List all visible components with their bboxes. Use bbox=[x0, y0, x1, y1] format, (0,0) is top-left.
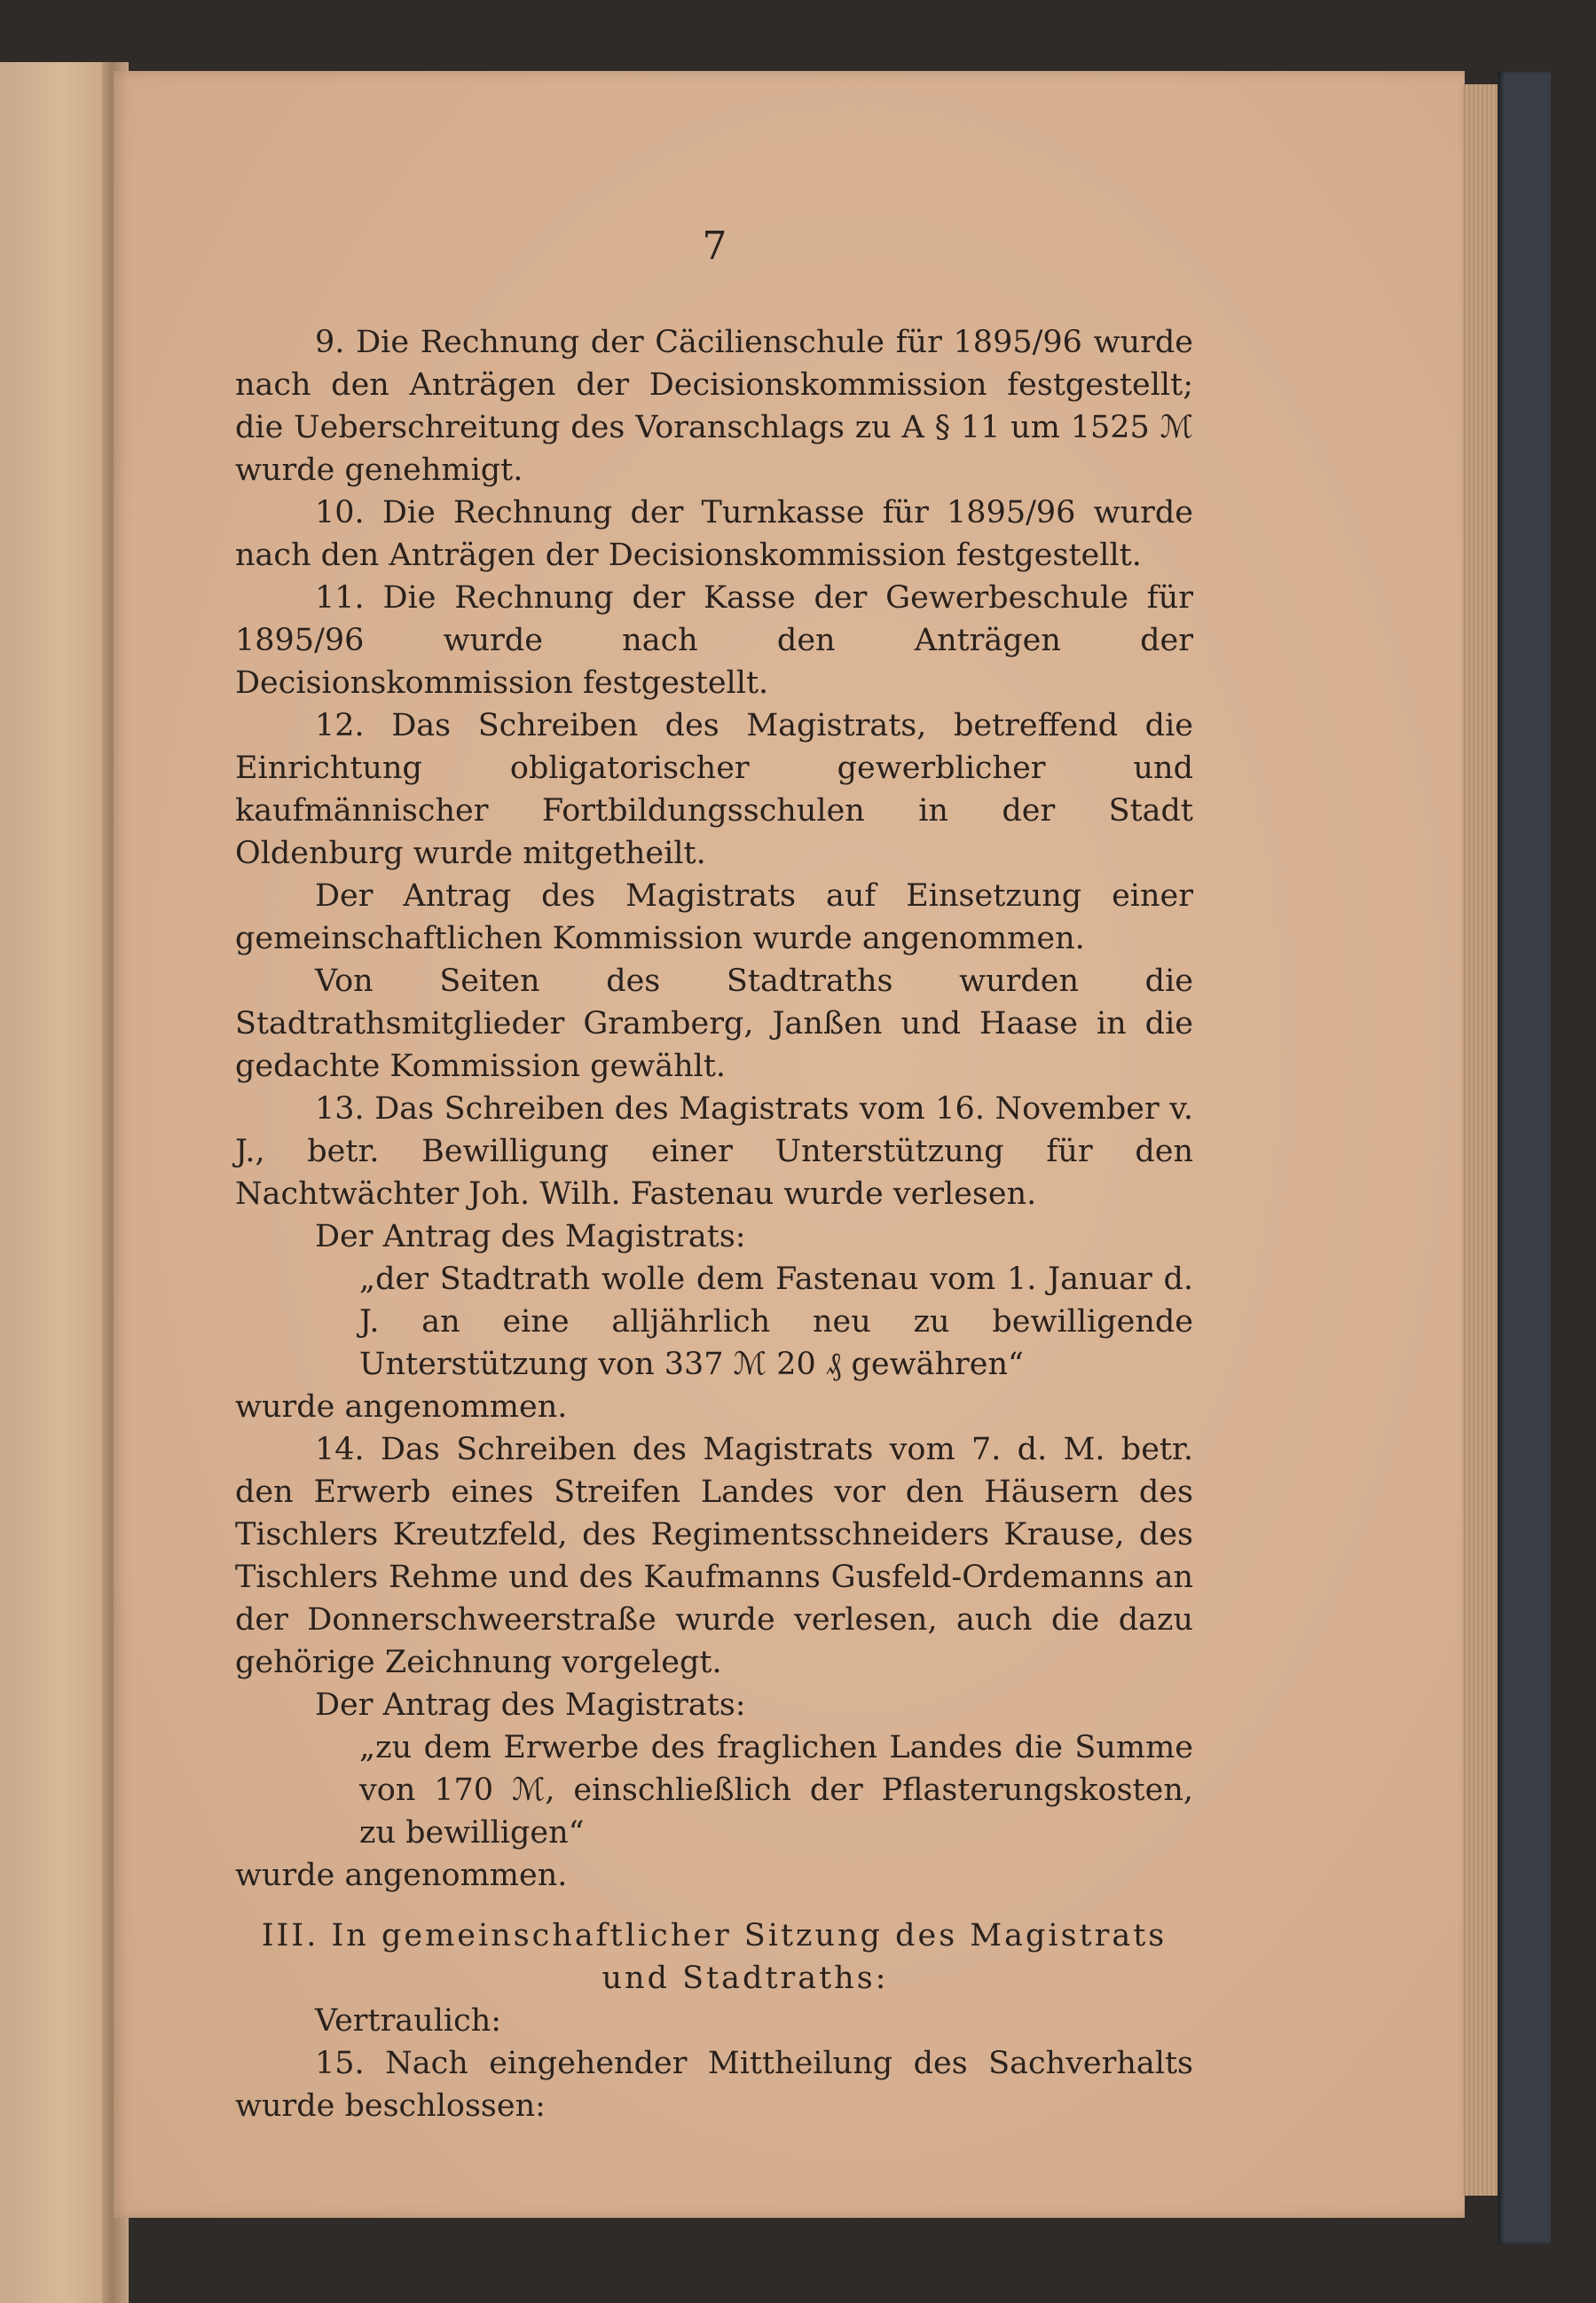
page-edges bbox=[1462, 84, 1498, 2196]
item-13-motion-intro: Der Antrag des Magistrats: bbox=[315, 1219, 746, 1254]
item-15: 15. Nach eingehender Mittheilung des Sachverhalts wurde beschlossen: bbox=[235, 2046, 1193, 2124]
item-14-quote: „zu dem Erwerbe des fraglichen Landes die Summe von 170 ℳ, einschließlich der Pflasterungskosten, zu bewilligen“ bbox=[359, 1730, 1193, 1851]
confidential-label: Vertraulich: bbox=[315, 2003, 502, 2039]
item-10: 10. Die Rechnung der Turnkasse für 1895/96 wurde nach den Anträgen der Decisionskommission festgestellt. bbox=[235, 495, 1193, 573]
item-14: 14. Das Schreiben des Magistrats vom 7. d. M. betr. den Erwerb eines Streifen Landes vor den Häusern des Tischlers Kreutzfeld, des Regimentsschneiders Krause, des Tischlers Rehme und des Kaufmanns Gusfeld-Ordemanns an der Donnerschweerstraße wurde verlesen, auch die dazu gehörige Zeichnung vorgelegt. bbox=[235, 1432, 1193, 1680]
item-14-result: wurde angenommen. bbox=[235, 1858, 568, 1893]
page-number: 7 bbox=[702, 224, 727, 269]
item-12: 12. Das Schreiben des Magistrats, betreffend die Einrichtung obligatorischer gewerblicher und kaufmännischer Fortbildungsschulen in der Stadt Oldenburg wurde mitgetheilt. bbox=[235, 708, 1193, 871]
page-text bbox=[235, 321, 1193, 2127]
left-page-edge bbox=[0, 62, 115, 2303]
section-heading-line2: und Stadtraths: bbox=[601, 1961, 889, 1996]
item-13-quote: „der Stadtrath wolle dem Fastenau vom 1. Januar d. J. an eine alljährlich neu zu bewilligende Unterstützung von 337 ℳ 20 ₰ gewähren“ bbox=[359, 1262, 1193, 1382]
item-13-result: wurde angenommen. bbox=[235, 1389, 568, 1425]
item-12-motion: Der Antrag des Magistrats auf Einsetzung einer gemeinschaftlichen Kommission wurde angenommen. bbox=[235, 878, 1193, 956]
item-12-election: Von Seiten des Stadtraths wurden die Stadtrathsmitglieder Gramberg, Janßen und Haase in die gedachte Kommission gewählt. bbox=[235, 963, 1193, 1084]
section-heading: III. In gemeinschaftlicher Sitzung des Magistrats bbox=[261, 1918, 1168, 1953]
book-cover-edge bbox=[1498, 71, 1551, 2244]
item-14-motion-intro: Der Antrag des Magistrats: bbox=[315, 1687, 746, 1723]
item-11: 11. Die Rechnung der Kasse der Gewerbeschule für 1895/96 wurde nach den Anträgen der Decisionskommission festgestellt. bbox=[235, 580, 1193, 701]
item-9: 9. Die Rechnung der Cäcilienschule für 1895/96 wurde nach den Anträgen der Decisionskommission festgestellt; die Ueberschreitung des Voranschlags zu A § 11 um 1525 ℳ wurde genehmigt. bbox=[235, 325, 1193, 488]
item-13: 13. Das Schreiben des Magistrats vom 16. November v. J., betr. Bewilligung einer Unterstützung für den Nachtwächter Joh. Wilh. Fastenau wurde verlesen. bbox=[235, 1091, 1193, 1212]
